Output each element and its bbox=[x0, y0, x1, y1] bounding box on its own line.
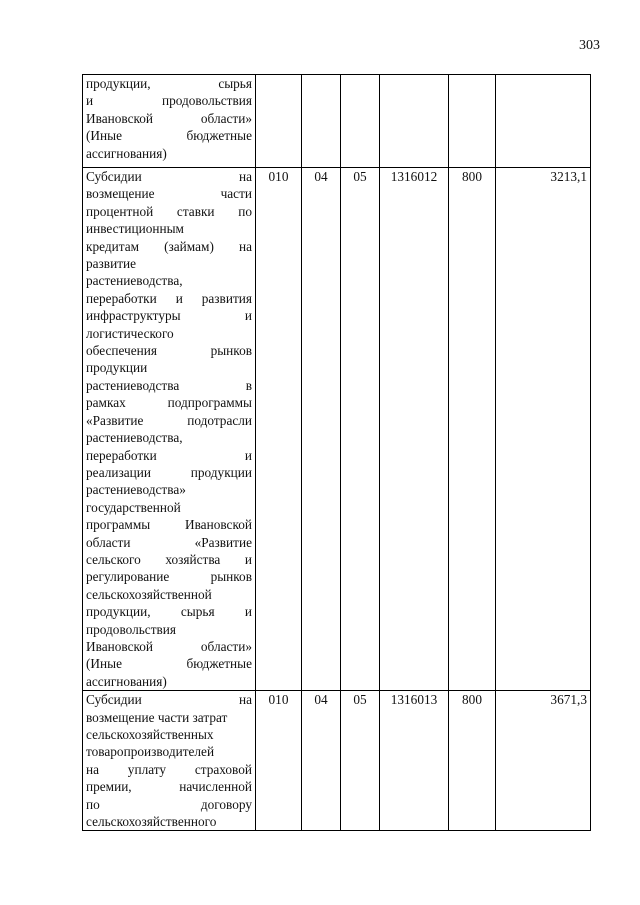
description-line: сельскохозяйственного bbox=[86, 814, 217, 830]
description-line: сельскохозяйственных bbox=[86, 727, 214, 742]
description-line: ассигнования) bbox=[86, 673, 167, 689]
expense-type-cell: 800 bbox=[449, 691, 496, 831]
amount-cell: 3671,3 bbox=[496, 691, 591, 831]
target-article-cell: 1316013 bbox=[380, 691, 449, 831]
description-line: переработки и развития bbox=[86, 290, 252, 306]
description-line: товаропроизводителей bbox=[86, 744, 215, 760]
description-line: возмещение части затрат bbox=[86, 709, 228, 725]
description-line: Ивановской области» bbox=[86, 110, 252, 126]
description-line: регулирование рынков bbox=[86, 569, 252, 585]
page-number: 303 bbox=[579, 38, 600, 53]
table-row bbox=[83, 168, 591, 691]
description-line: Ивановской области» bbox=[86, 638, 252, 654]
description-line: продовольствия bbox=[86, 621, 177, 637]
description-line: сельского хозяйства и bbox=[86, 551, 252, 567]
description-line: ассигнования) bbox=[86, 145, 167, 161]
description-line: растениеводства» bbox=[86, 482, 186, 498]
description-line: растениеводства, bbox=[86, 273, 183, 289]
description-line: кредитам (займам) на bbox=[86, 238, 252, 254]
description-line: продукции, сырья и bbox=[86, 604, 252, 620]
description-line: сельскохозяйственной bbox=[86, 586, 212, 602]
description-line: реализации продукции bbox=[86, 464, 252, 480]
amount-cell bbox=[496, 75, 591, 168]
description-line: инфраструктуры и bbox=[86, 308, 252, 324]
target-article-cell: 1316012 bbox=[380, 168, 449, 691]
description-line: (Иные бюджетные bbox=[86, 128, 252, 144]
description-line: премии, начисленной bbox=[86, 779, 252, 795]
description-line: продукции, сырья bbox=[86, 76, 252, 91]
description-line: (Иные бюджетные bbox=[86, 656, 252, 672]
description-line: продукции bbox=[86, 360, 148, 376]
subsection-code-cell: 05 bbox=[341, 691, 380, 831]
description-cell bbox=[83, 75, 256, 168]
description-line: «Развитие подотрасли bbox=[86, 412, 252, 428]
ministry-code-cell bbox=[256, 75, 302, 168]
target-article-cell bbox=[380, 75, 449, 168]
description-cell bbox=[83, 691, 256, 831]
section-code-cell bbox=[302, 75, 341, 168]
table-row bbox=[83, 75, 591, 168]
description-line: и продовольствия bbox=[86, 93, 252, 109]
section-code-cell: 04 bbox=[302, 168, 341, 691]
expense-type-cell bbox=[449, 75, 496, 168]
description-line: области «Развитие bbox=[86, 534, 252, 550]
description-line: возмещение части bbox=[86, 186, 252, 202]
description-cell bbox=[83, 168, 256, 691]
description-line: Субсидии на bbox=[86, 692, 252, 708]
subsection-code-cell: 05 bbox=[341, 168, 380, 691]
description-line: растениеводства в bbox=[86, 377, 252, 393]
description-line: растениеводства, bbox=[86, 430, 183, 446]
description-line: государственной bbox=[86, 499, 181, 515]
ministry-code-cell: 010 bbox=[256, 691, 302, 831]
description-line: инвестиционным bbox=[86, 221, 184, 237]
description-line: Субсидии на bbox=[86, 169, 252, 184]
description-line: процентной ставки по bbox=[86, 203, 252, 219]
table-row bbox=[83, 691, 591, 831]
ministry-code-cell: 010 bbox=[256, 168, 302, 691]
description-line: обеспечения рынков bbox=[86, 343, 252, 359]
description-line: переработки и bbox=[86, 447, 252, 463]
description-line: на уплату страховой bbox=[86, 761, 252, 777]
description-line: рамках подпрограммы bbox=[86, 395, 252, 411]
description-line: развитие bbox=[86, 256, 137, 272]
description-line: программы Ивановской bbox=[86, 517, 252, 533]
expense-type-cell: 800 bbox=[449, 168, 496, 691]
amount-cell: 3213,1 bbox=[496, 168, 591, 691]
budget-table bbox=[82, 74, 591, 831]
subsection-code-cell bbox=[341, 75, 380, 168]
description-line: по договору bbox=[86, 796, 252, 812]
description-line: логистического bbox=[86, 325, 174, 341]
section-code-cell: 04 bbox=[302, 691, 341, 831]
